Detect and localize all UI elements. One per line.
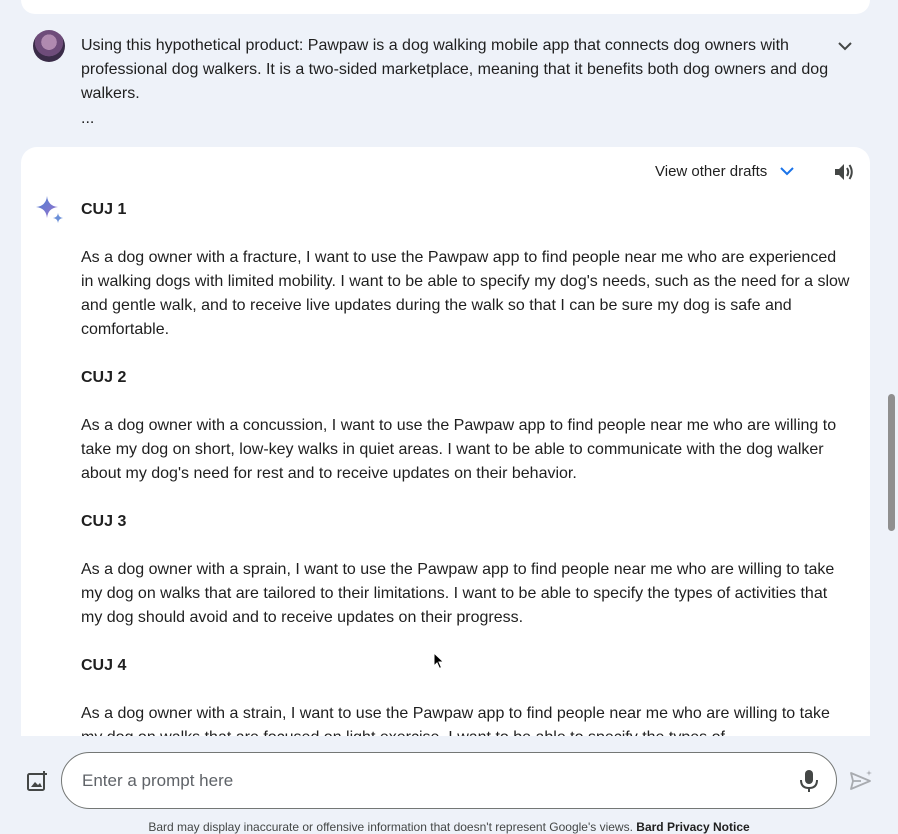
view-other-drafts-button[interactable] [655,157,795,185]
chevron-down-icon [779,166,795,176]
bard-spark-icon [35,195,67,227]
section-body: As a dog owner with a fracture, I want to use the Pawpaw app to find people near me who are experienced in walking dogs with limited mobility. I want to be able to specify my dog's needs, such as the need for a slow and gentle walk, and to receive live updates during the walk so that I can be sure my dog is safe and comfortable. [81,249,850,338]
section-body: As a dog owner with a strain, I want to use the Pawpaw app to find people near me who are willing to take [81,705,830,722]
section-heading: CUJ 3 [81,513,127,530]
prompt-text: Using this hypothetical product: Pawpaw is a dog walking mobile app that connects dog owners with professional dog walkers. It is a two-sided marketplace, meaning that it benefits both dog owners and dog walkers. [81,37,829,102]
scrollbar-thumb[interactable] [888,394,895,531]
response-body [81,198,851,750]
section-body: As a dog owner with a sprain, I want to use the Pawpaw app to find people near me who are willing to take my dog on walks that are tailored to their limitations. I want to be able to specify the types of activities that my dog should avoid and to receive updates on their progress. [81,561,835,626]
section-body: As a dog owner with a concussion, I want to use the Pawpaw app to find people near me who are willing to take my dog on short, low-key walks in quiet areas. I want to be able to communicate with the dog walker about my dog's need for rest and to receive updates on their behavior. [81,417,837,482]
mouse-cursor-icon [433,652,445,670]
add-image-icon[interactable] [26,770,48,792]
section-heading: CUJ 2 [81,369,127,386]
disclaimer [0,820,898,834]
response-card [21,147,870,736]
send-icon[interactable] [848,768,874,794]
user-prompt [33,30,863,140]
section-heading: CUJ 1 [81,201,127,218]
avatar [33,30,65,62]
speaker-icon [833,162,855,182]
mic-icon[interactable] [797,768,821,794]
chevron-down-icon [837,41,853,51]
disclaimer-text: Bard may display inaccurate or offensive information that doesn't represent Google's views. [148,820,633,834]
section-heading: CUJ 4 [81,657,127,674]
prompt-ellipsis: ... [81,110,95,127]
previous-response-card [21,0,870,14]
listen-button[interactable] [831,159,857,185]
prompt-input[interactable] [61,752,837,809]
privacy-notice-link[interactable]: Bard Privacy Notice [636,820,750,834]
view-drafts-label: View other drafts [655,162,768,180]
expand-prompt-button[interactable] [833,34,857,58]
